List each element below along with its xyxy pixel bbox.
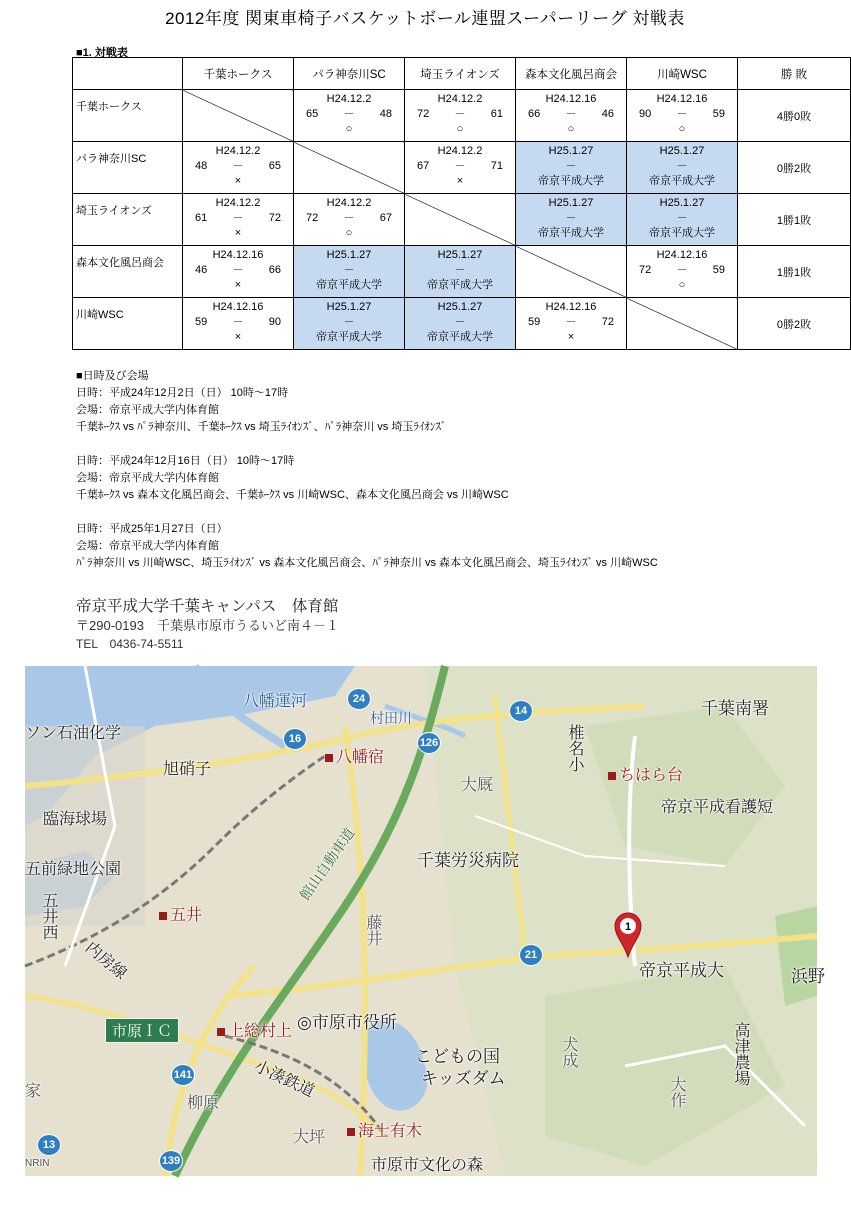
score-opponent: 65: [268, 160, 281, 172]
table-row: [73, 142, 851, 194]
scheduled-match-cell: [627, 194, 738, 246]
route-141-shield: 141: [171, 1064, 195, 1086]
column-header: 千葉ホークス: [183, 58, 294, 90]
self-match-cell: [405, 194, 516, 246]
row-team-name: [73, 246, 183, 298]
section-heading-schedule-table: ■1. 対戦表: [76, 47, 128, 59]
score-self: 67: [417, 160, 430, 172]
map-label-hachiman-canal: 八幡運河: [243, 693, 308, 710]
score-opponent: 72: [268, 212, 281, 224]
match-date: H25.1.27: [437, 301, 483, 313]
score-self: 72: [306, 212, 319, 224]
route-21-shield: 21: [519, 944, 543, 966]
match-dash: －: [565, 212, 577, 224]
result-cell: [183, 246, 294, 298]
map-label-ohmaya: 大厩: [461, 777, 494, 794]
schedule-heading: ■日時及び会場: [76, 370, 149, 382]
map-label-kominato: 小湊鉄道: [251, 1058, 317, 1101]
row-team-name: [73, 194, 183, 246]
match-date: H24.12.16: [656, 249, 708, 261]
map-label-cityhall: ◎市原市役所: [297, 1013, 397, 1032]
score-self: 72: [417, 108, 430, 120]
map-label-yanagi: 柳原: [187, 1095, 220, 1112]
score-dash: －: [343, 108, 355, 120]
score-dash: －: [232, 160, 244, 172]
score-self: 59: [195, 316, 208, 328]
match-date: H24.12.2: [326, 93, 372, 105]
map-label-amaariki: 海士有木: [347, 1118, 422, 1141]
venue-block: [76, 597, 339, 654]
route-16-shield: 16: [283, 728, 307, 750]
match-date: H25.1.27: [659, 197, 705, 209]
column-header: パラ神奈川SC: [294, 58, 405, 90]
result-mark: ×: [234, 175, 242, 187]
location-pin-icon[interactable]: [613, 912, 643, 958]
route-24-shield: 24: [347, 688, 371, 710]
result-mark: ○: [456, 123, 464, 135]
map-label-inu: 犬成: [560, 1036, 577, 1068]
scheduled-match-cell: [627, 142, 738, 194]
table-row: [73, 90, 851, 142]
table-row: [73, 194, 851, 246]
result-cell: [516, 90, 627, 142]
map-label-uchibo: 内房線: [81, 939, 130, 983]
result-cell: [405, 90, 516, 142]
map-label-takatsu: 高津農場: [732, 1022, 749, 1086]
scheduled-match-cell: [516, 142, 627, 194]
match-date: H25.1.27: [548, 197, 594, 209]
score-self: 66: [528, 108, 541, 120]
match-date: H24.12.16: [545, 301, 597, 313]
map-label-oil: ソン石油化学: [25, 725, 122, 742]
row-team-name: [73, 142, 183, 194]
score-self: 72: [639, 264, 652, 276]
map-label-bunka: 市原市文化の森: [371, 1157, 484, 1174]
column-header: 森本文化風呂商会: [516, 58, 627, 90]
win-loss-record: 0勝2敗: [738, 142, 851, 194]
match-date: H25.1.27: [326, 249, 372, 261]
result-cell: [183, 194, 294, 246]
route-14-shield: 14: [509, 700, 533, 722]
score-opponent: 61: [490, 108, 503, 120]
event-1-date: 日時：平成24年12月2日（日） 10時～17時: [76, 387, 289, 399]
score-opponent: 48: [379, 108, 392, 120]
map-label-rinkai: 臨海球場: [43, 811, 108, 828]
row-team-name: [73, 90, 183, 142]
event-2-date: 日時：平成24年12月16日（日） 10時～17時: [76, 455, 295, 467]
score-self: 65: [306, 108, 319, 120]
venue-address: 〒290-0193 千葉県市原市うるいど南４－１: [76, 618, 339, 633]
map-label-hachimanjuku: 八幡宿: [325, 744, 384, 767]
score-opponent: 71: [490, 160, 503, 172]
match-dash: －: [676, 212, 688, 224]
match-date: H24.12.2: [437, 93, 483, 105]
result-mark: ○: [678, 123, 686, 135]
map-label-kango: 帝京平成看護短: [661, 799, 774, 816]
match-date: H25.1.27: [326, 301, 372, 313]
map-label-kazusamurakami: 上総村上: [217, 1018, 292, 1041]
win-loss-record: 0勝2敗: [738, 298, 851, 350]
match-date: H25.1.27: [548, 145, 594, 157]
score-self: 59: [528, 316, 541, 328]
result-mark: ○: [567, 123, 575, 135]
score-dash: －: [454, 160, 466, 172]
result-mark: ×: [234, 227, 242, 239]
route-13-shield: 13: [37, 1134, 61, 1156]
score-dash: －: [565, 316, 577, 328]
result-mark: ○: [345, 227, 353, 239]
map-label-ie: 家: [25, 1083, 42, 1100]
match-table: [72, 57, 851, 350]
self-match-cell: [627, 298, 738, 350]
match-venue: 帝京平成大学: [649, 227, 715, 239]
map-label-goinishi: 五井西: [40, 892, 57, 940]
page-title: 2012年度 関東車椅子バスケットボール連盟スーパーリーグ 対戦表: [165, 9, 685, 28]
result-cell: [294, 194, 405, 246]
event-3-games: ﾊﾟﾗ神奈川 vs 川崎WSC、埼玉ﾗｲｵﾝｽﾞ vs 森本文化風呂商会、ﾊﾟﾗ神奈川 vs 森本文化風呂商会、埼玉ﾗｲｵﾝｽﾞ vs 川崎WSC: [76, 557, 658, 569]
map-label-rosai: 千葉労災病院: [417, 851, 519, 870]
map-label-hama: 浜野: [791, 967, 825, 986]
column-header: 埼玉ライオンズ: [405, 58, 516, 90]
map-label-nrin: NRIN: [25, 1158, 50, 1169]
score-dash: －: [232, 316, 244, 328]
map-label-chiba-nansho: 千葉南署: [701, 699, 769, 718]
result-cell: [183, 298, 294, 350]
match-venue: 帝京平成大学: [649, 175, 715, 187]
scheduled-match-cell: [294, 298, 405, 350]
score-dash: －: [676, 264, 688, 276]
win-loss-record: 1勝1敗: [738, 194, 851, 246]
map-label-tateyama: 館山自動車道: [296, 825, 358, 903]
win-loss-record: 4勝0敗: [738, 90, 851, 142]
match-dash: －: [454, 316, 466, 328]
event-2-games: 千葉ﾎｰｸｽ vs 森本文化風呂商会、千葉ﾎｰｸｽ vs 川崎WSC、森本文化風呂商会 vs 川崎WSC: [76, 489, 509, 501]
match-date: H24.12.2: [326, 197, 372, 209]
team-name: 埼玉ライオンズ: [76, 205, 153, 217]
score-dash: －: [232, 212, 244, 224]
event-1-games: 千葉ﾎｰｸｽ vs ﾊﾟﾗ神奈川、千葉ﾎｰｸｽ vs 埼玉ﾗｲｵﾝｽﾞ、ﾊﾟﾗ神奈川 vs 埼玉ﾗｲｵﾝｽﾞ: [76, 421, 447, 433]
result-cell: [183, 142, 294, 194]
table-row: [73, 298, 851, 350]
location-map[interactable]: [25, 666, 825, 1176]
column-header: 川崎WSC: [627, 58, 738, 90]
match-dash: －: [565, 160, 577, 172]
match-dash: －: [343, 264, 355, 276]
self-match-cell: [294, 142, 405, 194]
scheduled-match-cell: [405, 246, 516, 298]
result-cell: [627, 246, 738, 298]
row-team-name: [73, 298, 183, 350]
map-label-asahi: 旭硝子: [163, 761, 212, 778]
route-139-shield: 139: [159, 1150, 183, 1172]
match-dash: －: [343, 316, 355, 328]
score-opponent: 72: [601, 316, 614, 328]
self-match-cell: [183, 90, 294, 142]
score-opponent: 90: [268, 316, 281, 328]
result-mark: ×: [456, 175, 464, 187]
team-name: 千葉ホークス: [76, 101, 142, 113]
result-cell: [294, 90, 405, 142]
match-venue: 帝京平成大学: [427, 279, 493, 291]
match-venue: 帝京平成大学: [316, 331, 382, 343]
map-label-kanemochi: 大作: [668, 1076, 685, 1108]
score-dash: －: [676, 108, 688, 120]
map-label-murata: 村田川: [370, 710, 412, 726]
score-opponent: 59: [712, 108, 725, 120]
map-label-ic: 市原ＩＣ: [105, 1018, 179, 1043]
score-self: 61: [195, 212, 208, 224]
result-mark: ×: [234, 331, 242, 343]
event-3-venue: 会場：帝京平成大学内体育館: [76, 540, 219, 552]
result-mark: ×: [234, 279, 242, 291]
map-label-ryokuchi: 五前緑地公園: [25, 861, 122, 878]
score-dash: －: [454, 108, 466, 120]
score-self: 90: [639, 108, 652, 120]
match-date: H24.12.2: [437, 145, 483, 157]
map-label-teikyo: 帝京平成大: [639, 961, 724, 980]
score-opponent: 67: [379, 212, 392, 224]
win-loss-record: 1勝1敗: [738, 246, 851, 298]
match-venue: 帝京平成大学: [538, 227, 604, 239]
result-cell: [405, 142, 516, 194]
result-mark: ○: [345, 123, 353, 135]
score-dash: －: [565, 108, 577, 120]
score-dash: －: [343, 212, 355, 224]
match-dash: －: [454, 264, 466, 276]
match-venue: 帝京平成大学: [316, 279, 382, 291]
match-dash: －: [676, 160, 688, 172]
score-opponent: 46: [601, 108, 614, 120]
self-match-cell: [516, 246, 627, 298]
scheduled-match-cell: [405, 298, 516, 350]
header-corner: [73, 58, 183, 90]
result-cell: [627, 90, 738, 142]
scheduled-match-cell: [516, 194, 627, 246]
schedule-info: [76, 368, 658, 572]
match-venue: 帝京平成大学: [427, 331, 493, 343]
map-label-goi: 五井: [159, 902, 202, 925]
score-self: 46: [195, 264, 208, 276]
team-name: 森本文化風呂商会: [76, 257, 164, 269]
match-date: H24.12.2: [215, 145, 261, 157]
score-self: 48: [195, 160, 208, 172]
map-label-kidsdom: キッズダム: [421, 1069, 506, 1088]
map-label-fujii: 藤井: [364, 914, 381, 946]
team-name: パラ神奈川SC: [76, 153, 147, 165]
score-opponent: 66: [268, 264, 281, 276]
map-label-ootsubo: 大坪: [293, 1129, 326, 1146]
map-label-chiharadai: ちはら台: [608, 762, 683, 785]
match-date: H24.12.16: [212, 249, 264, 261]
result-mark: ○: [678, 279, 686, 291]
team-name: 川崎WSC: [76, 309, 124, 321]
match-date: H25.1.27: [437, 249, 483, 261]
route-126-shield: 126: [417, 732, 441, 754]
result-cell: [516, 298, 627, 350]
match-date: H24.12.2: [215, 197, 261, 209]
map-label-shiina: 椎名小: [566, 724, 583, 772]
match-date: H24.12.16: [545, 93, 597, 105]
score-dash: －: [232, 264, 244, 276]
venue-name: 帝京平成大学千葉キャンパス 体育館: [76, 598, 339, 615]
event-3-date: 日時：平成25年1月27日（日）: [76, 523, 228, 535]
map-label-kodomo: こどもの国: [415, 1047, 500, 1066]
venue-tel: TEL 0436-74-5511: [76, 637, 184, 651]
event-1-venue: 会場：帝京平成大学内体育館: [76, 404, 219, 416]
score-opponent: 59: [712, 264, 725, 276]
scheduled-match-cell: [294, 246, 405, 298]
match-date: H25.1.27: [659, 145, 705, 157]
table-row: [73, 246, 851, 298]
match-date: H24.12.16: [656, 93, 708, 105]
column-header: 勝 敗: [738, 58, 851, 90]
result-mark: ×: [567, 331, 575, 343]
match-date: H24.12.16: [212, 301, 264, 313]
pin-number: 1: [624, 921, 632, 933]
match-venue: 帝京平成大学: [538, 175, 604, 187]
event-2-venue: 会場：帝京平成大学内体育館: [76, 472, 219, 484]
